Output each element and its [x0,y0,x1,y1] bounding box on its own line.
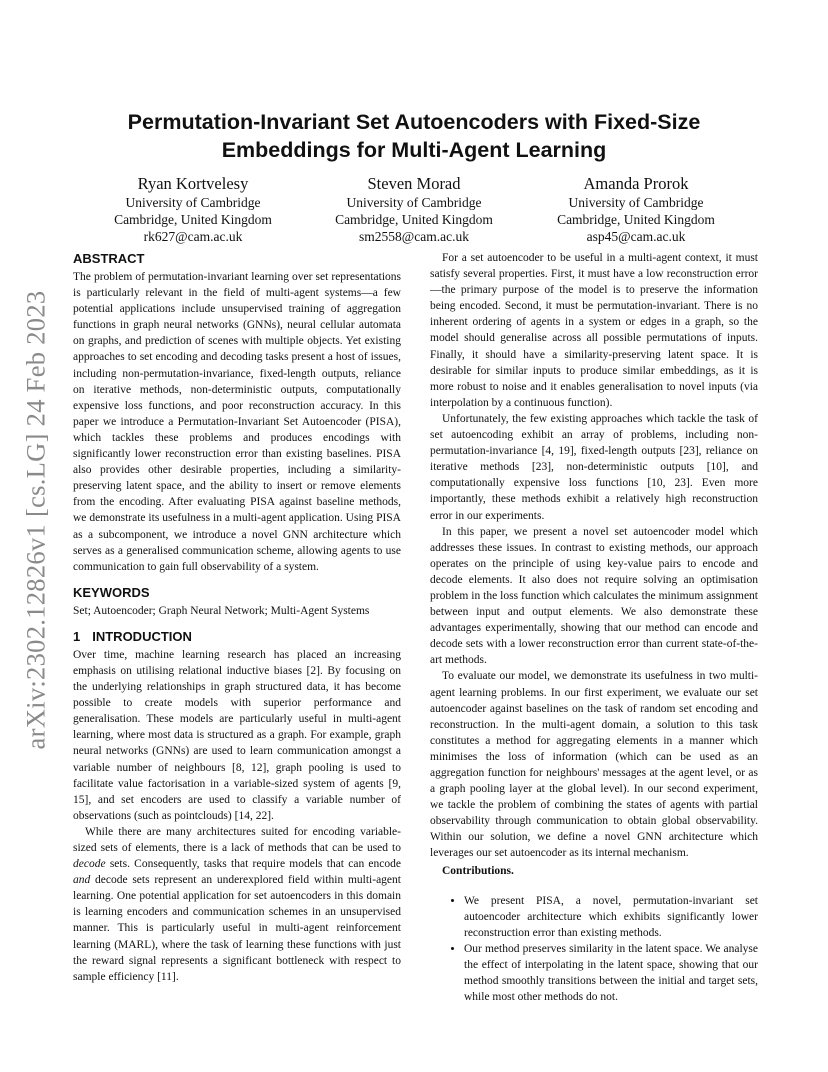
contribution-item: • We present PISA, a novel, permutation-invariant set autoencoder architecture which exhibits significantly lower reconstruction error than existing methods. [464,893,758,941]
author-3 [521,174,751,245]
author-email: sm2558@cam.ac.uk [359,229,469,244]
author-email: rk627@cam.ac.uk [143,229,243,244]
author-email: asp45@cam.ac.uk [586,229,686,244]
emphasis-and: and [73,874,91,887]
left-column [73,250,401,985]
emphasis-decode: decode [73,858,106,871]
arxiv-watermark [20,285,51,755]
author-name: Steven Morad [367,174,461,193]
author-affiliation: University of Cambridge [125,195,261,210]
author-location: Cambridge, United Kingdom [335,212,493,227]
author-affiliation: University of Cambridge [568,195,704,210]
paper-title [0,108,828,164]
author-name: Amanda Prorok [583,174,689,193]
right-paragraph-1: For a set autoencoder to be useful in a multi-agent context, it must satisfy several properties. First, it must have a low reconstruction error—the primary purpose of the model is to preserve the information being encoded. Second, it must be permutation-invariant. There is no inherent ordering of agents in a system or edges in a graph, so the model should generalise across all possible permutations of inputs. Finally, it should have a similarity-preserving latent space. It is desirable for similar inputs to produce similar embeddings, as it is more robust to noise and it enables generalisation to novel inputs (via interpolation by a continuous function). [430,252,758,409]
right-paragraph-3: In this paper, we present a novel set autoencoder model which addresses these issues. In contrast to existing methods, our approach operates on the principle of using key-value pairs to encode and decode elements. It also does not require solving an optimisation problem in the loss function which calculates the minimum assignment between input and output elements. We also demonstrate these advantages experimentally, showing that our method can encode and decode sets with a lower reconstruction error than current state-of-the-art methods. [430,525,758,667]
arxiv-id: arXiv:2302.12826v1 [cs.LG] 24 Feb 2023 [20,290,51,750]
contributions-list [430,893,758,1006]
author-1 [78,174,308,245]
contribution-item: • Our method preserves similarity in the latent space. We analyse the effect of interpolating in the latent space, showing that our method smoothly transitions between the initial and target sets, while most other methods do not. [464,941,758,1005]
author-affiliation: University of Cambridge [346,195,482,210]
contributions-heading: Contributions. [442,864,514,877]
title-line-1: Permutation-Invariant Set Autoencoders with Fixed-Size [127,110,701,134]
intro-paragraph-2: While there are many architectures suited for encoding variable-sized sets of elements, there is a lack of methods that can be used to decode sets. Consequently, tasks that require models that can encode and decode sets represent an underexplored field within multi-agent learning. One potential application for set autoencoders in this domain is learning encoders and communication schemes in an unsupervised manner. This is particularly useful in multi-agent reinforcement learning (MARL), where the task of learning these functions with just the reward signal represents a significant bottleneck with respect to sample efficiency [11]. [73,825,401,983]
intro-paragraph-1: Over time, machine learning research has placed an increasing emphasis on utilising relational inductive biases [2]. By focusing on the underlying relationships in graph structured data, it has become possible to create models with superior performance and generalisation. These models are particularly useful in multi-agent learning, where most data is structured as a graph. For example, graph neural networks (GNNs) are used to learn communication amongst a variable number of neighbours [8, 12], graph pooling is used to facilitate value factorisation in a variable-sized system of agents [9, 15], and set encoders are used to classify a variable number of observations (such as pointclouds) [14, 22]. [73,648,401,822]
keywords-text: Set; Autoencoder; Graph Neural Network; Multi-Agent Systems [73,604,370,617]
title-line-2: Embeddings for Multi-Agent Learning [221,138,607,162]
section-number: 1 [73,628,81,644]
right-paragraph-4: To evaluate our model, we demonstrate its usefulness in two multi-agent learning problems. In our first experiment, we evaluate our set autoencoder against baselines on the task of random set encoding and reconstruction. In the multi-agent domain, a solution to this task constitutes a method for aggregating elements in a manner which minimises the loss of information (which can be used as an aggregation function for neighbours' messages at the agent level, or as a graph pooling layer at the global level). In our second experiment, we tackle the problem of combining the states of agents with partial observability through communication to obtain global observability. Within our solution, we define a novel GNN architecture which leverages our set autoencoder as its internal mechanism. [430,670,758,860]
author-location: Cambridge, United Kingdom [557,212,715,227]
introduction-heading [73,628,401,646]
keywords-heading: KEYWORDS [73,584,150,600]
author-2 [299,174,529,245]
right-paragraph-2: Unfortunately, the few existing approaches which tackle the task of set autoencoding exhibit an array of problems, including non-permutation-invariance [4, 19], fixed-length outputs [23], reliance on iterative methods [23], non-deterministic outputs [10], and computationally expensive loss functions [10, 23]. Even more importantly, these methods exhibit a relatively high reconstruction error in our experiments. [430,412,758,522]
author-name: Ryan Kortvelesy [137,174,249,193]
author-location: Cambridge, United Kingdom [114,212,272,227]
abstract-heading: ABSTRACT [73,251,145,266]
right-column [430,250,758,1005]
section-title: INTRODUCTION [92,628,192,644]
abstract-text: The problem of permutation-invariant learning over set representations is particularly relevant in the field of multi-agent systems—a few potential applications include unsupervised training of aggregation functions in graph neural networks (GNNs), neural cellular automata on graphs, and prediction of scenes with multiple objects. Yet existing approaches to set encoding and decoding tasks present a host of issues, including non-permutation-invariance, fixed-length outputs, reliance on iterative methods, non-deterministic outputs, computationally expensive loss functions, and poor reconstruction accuracy. In this paper we introduce a Permutation-Invariant Set Autoencoder (PISA), which tackles these problems and produces encodings with significantly lower reconstruction error than existing baselines. PISA also provides other desirable properties, including a similarity-preserving latent space, and the ability to insert or remove elements from the encoding. After evaluating PISA against baseline methods, we demonstrate its usefulness in a multi-agent application. Using PISA as a subcomponent, we introduce a novel GNN architecture which serves as a generalised communication scheme, allowing agents to use communication to gain full observability of a system. [73,271,401,573]
